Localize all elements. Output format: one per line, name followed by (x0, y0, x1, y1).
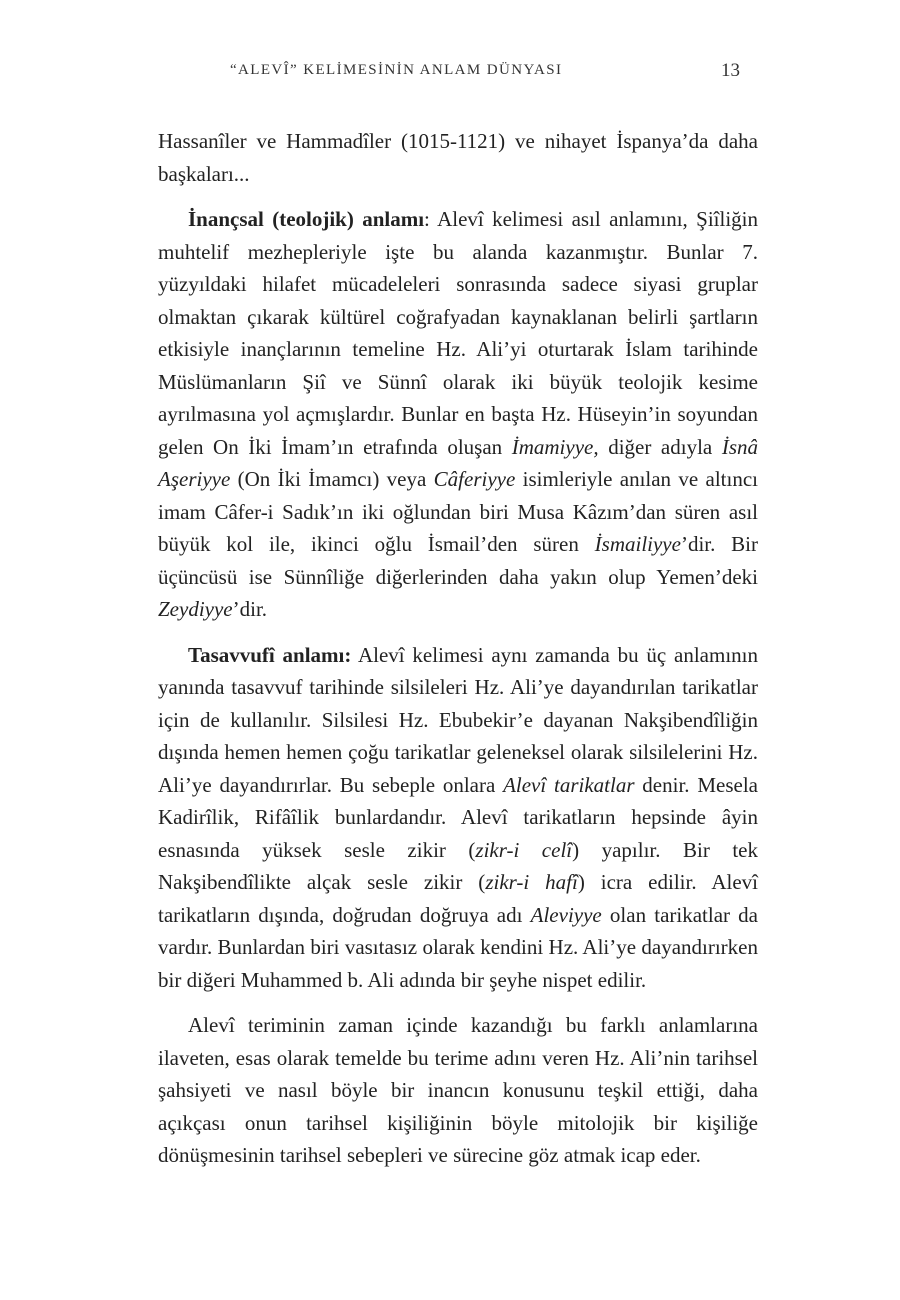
text-run: ’dir. Bir üçüncüsü ise Sünnîliğe diğerlerinden daha yakın olup Yemen’deki (158, 532, 759, 589)
running-title: “ALEVÎ” KELİMESİNİN ANLAM DÜNYASI (230, 62, 563, 78)
page-number: 13 (721, 60, 740, 81)
italic-term-aleviyye: Aleviyye (530, 902, 602, 927)
text-run: denir. Mesela Kadirîlik, Rifâîlik bunlardandır. Alevî tarikatların hepsinde âyin esnasında yüksek sesle zikir ( (158, 772, 758, 862)
text-run: ) icra edilir. Alevî tarikatların dışında, doğrudan doğruya adı (158, 870, 758, 927)
text-run: (On İki İmamcı) veya (230, 467, 434, 491)
paragraph-conclusion (158, 1009, 758, 1172)
section-heading-sufi: Tasavvufî anlamı: (188, 642, 352, 667)
text-run: ) yapılır. Bir tek Nakşibendîlikte alçak sesle zikir ( (158, 837, 758, 894)
body-text (158, 125, 758, 1185)
italic-term-ismailiyye: İsmailiyye (594, 532, 681, 556)
paragraph-text: Hassanîler ve Hammadîler (1015-1121) ve nihayet İspanya’da daha başkaları... (158, 129, 758, 186)
italic-term-zikr-i-hafi: zikr-i hafî (485, 870, 578, 894)
italic-term-isna-aseriyye: İsnâ Aşeriyye (158, 434, 758, 491)
text-run: Alevî kelimesi aynı zamanda bu üç anlamının yanında tasavvuf tarihinde silsileleri Hz. Ali’ye dayandırılan tarikatlar için de kullanılır. Silsilesi Hz. Ebubekir’e dayanan Nakşibendîliğin dışında hemen hemen çoğu tarikatlar geleneksel olarak silsilelerini Hz. Ali’ye dayandırırlar. Bu sebeple onlara (158, 642, 758, 797)
italic-term-zeydiyye: Zeydiyye (158, 597, 233, 621)
italic-term-alevi-tarikatlar: Alevî tarikatlar (503, 772, 635, 797)
paragraph-sufi-meaning (158, 639, 758, 997)
paragraph-text: Alevî teriminin zaman içinde kazandığı bu farklı anlamlarına ilaveten, esas olarak temelde bu terime adını veren Hz. Ali’nin tarihsel şahsiyeti ve nasıl böyle bir inancın konusunu teşkil ettiği, daha açıkçası onun tarihsel kişiliğinin böyle mitolojik bir kişiliğe dönüşmesinin tarihsel sebepleri ve sürecine göz atmak icap eder. (158, 1013, 758, 1167)
italic-term-caferiyye: Câferiyye (433, 467, 516, 491)
paragraph-theological-meaning (158, 203, 758, 626)
text-run: olan tarikatlar da vardır. Bunlardan biri vasıtasız olarak kendini Hz. Ali’ye dayandırırken bir diğeri Muhammed b. Ali adında bir şeyhe nispet edilir. (158, 902, 758, 992)
italic-term-zikr-i-celi: zikr-i celî (475, 837, 573, 862)
text-run: : Alevî kelimesi asıl anlamını, Şiîliğin muhtelif mezhepleriyle işte bu alanda kazanmıştır. Bunlar 7. yüzyıldaki hilafet mücadeleleri sonrasında sadece siyasi gruplar olmaktan çıkarak kültürel coğrafyadan kaynaklanan belirli şartların etkisiyle inançlarının temeline Hz. Ali’yi oturtarak İslam tarihinde Müslümanların Şiî ve Sünnî olarak iki büyük teolojik kesime ayrılmasına yol açmışlardır. Bunlar en başta Hz. Hüseyin’in soyundan gelen On İki İmam’ın etrafında oluşan (158, 207, 759, 459)
text-run: isimleriyle anılan ve altıncı imam Câfer-i Sadık’ın iki oğlundan biri Musa Kâzım’dan süren asıl büyük kol ile, ikinci oğlu İsmail’den süren (158, 467, 758, 556)
text-run: diğer adıyla (598, 434, 722, 459)
text-run: ’dir. (232, 597, 268, 621)
italic-term-imamiyye: İmamiyye, (511, 434, 599, 459)
paragraph-continuation (158, 125, 758, 190)
running-header (158, 62, 758, 88)
section-heading-theological: İnançsal (teolojik) anlamı (188, 207, 425, 231)
